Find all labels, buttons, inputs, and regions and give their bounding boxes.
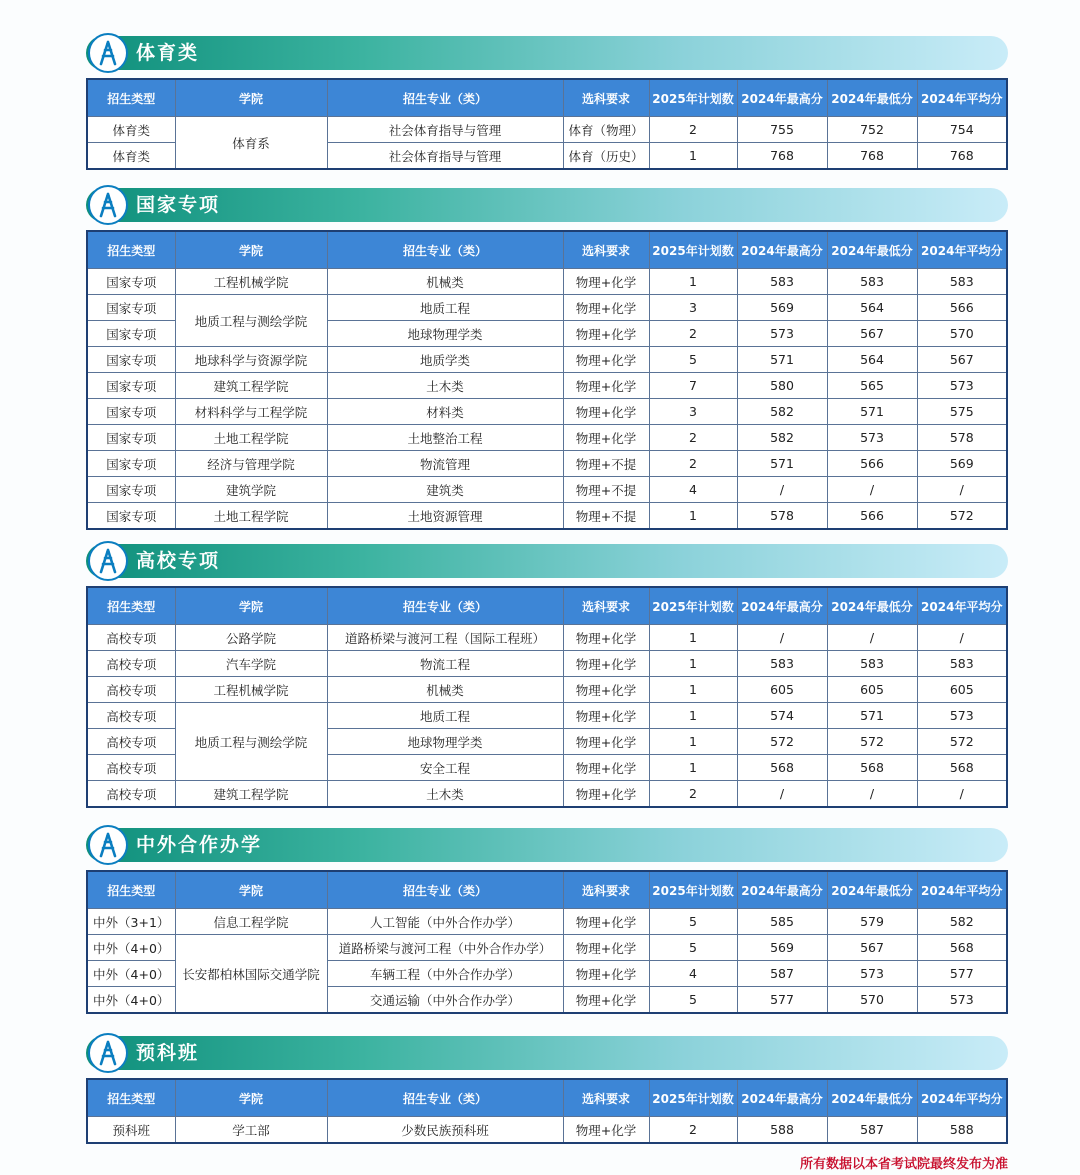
table-cell: 2 xyxy=(649,117,737,143)
table-cell: 高校专项 xyxy=(87,755,175,781)
table-row xyxy=(87,935,1007,961)
section-sino-foreign xyxy=(86,828,1008,1014)
table-cell: 高校专项 xyxy=(87,729,175,755)
section-banner xyxy=(86,1036,1008,1070)
column-header: 学院 xyxy=(175,1079,327,1117)
table-cell: 土木类 xyxy=(327,373,563,399)
table-cell: 605 xyxy=(917,677,1007,703)
column-header: 2025年计划数 xyxy=(649,231,737,269)
table-cell: 1 xyxy=(649,677,737,703)
table-cell: / xyxy=(827,625,917,651)
table-cell: 建筑学院 xyxy=(175,477,327,503)
table-cell: 体育类 xyxy=(87,143,175,170)
table-cell: 587 xyxy=(737,961,827,987)
table-cell: 5 xyxy=(649,909,737,935)
data-table xyxy=(86,1078,1008,1144)
table-cell: 568 xyxy=(827,755,917,781)
column-header: 招生类型 xyxy=(87,587,175,625)
table-cell: 地球物理学类 xyxy=(327,729,563,755)
table-cell: 物理+化学 xyxy=(563,703,649,729)
table-cell: 585 xyxy=(737,909,827,935)
table-cell: 583 xyxy=(737,651,827,677)
table-cell: 社会体育指导与管理 xyxy=(327,143,563,170)
table-row xyxy=(87,347,1007,373)
table-cell: 物理+化学 xyxy=(563,651,649,677)
table-cell: 物流管理 xyxy=(327,451,563,477)
data-table xyxy=(86,230,1008,530)
table-cell: 582 xyxy=(737,399,827,425)
column-header: 选科要求 xyxy=(563,79,649,117)
table-cell: 地质工程 xyxy=(327,703,563,729)
table-cell: 582 xyxy=(737,425,827,451)
section-banner xyxy=(86,36,1008,70)
table-cell: 768 xyxy=(917,143,1007,170)
table-cell: 579 xyxy=(827,909,917,935)
table-cell: 物理+不提 xyxy=(563,477,649,503)
table-cell: 物理+化学 xyxy=(563,729,649,755)
data-table xyxy=(86,586,1008,808)
table-cell: 571 xyxy=(737,347,827,373)
section-national xyxy=(86,188,1008,530)
table-cell: 物理+化学 xyxy=(563,961,649,987)
table-cell: 566 xyxy=(827,503,917,530)
table-cell: 材料科学与工程学院 xyxy=(175,399,327,425)
table-cell: 568 xyxy=(737,755,827,781)
column-header: 招生专业（类） xyxy=(327,1079,563,1117)
section-title: 中外合作办学 xyxy=(136,834,263,856)
table-cell: 2 xyxy=(649,1117,737,1144)
table-cell: 地质学类 xyxy=(327,347,563,373)
table-cell: 768 xyxy=(827,143,917,170)
table-cell: 道路桥梁与渡河工程（中外合作办学） xyxy=(327,935,563,961)
table-cell: 物理+化学 xyxy=(563,677,649,703)
table-cell: 地球物理学类 xyxy=(327,321,563,347)
table-cell: 580 xyxy=(737,373,827,399)
table-cell: 1 xyxy=(649,625,737,651)
table-cell: 国家专项 xyxy=(87,321,175,347)
table-cell: 物理+化学 xyxy=(563,625,649,651)
table-cell: / xyxy=(737,781,827,808)
section-banner xyxy=(86,188,1008,222)
table-cell: / xyxy=(917,781,1007,808)
table-cell: 573 xyxy=(737,321,827,347)
table-cell: 583 xyxy=(827,651,917,677)
data-table xyxy=(86,870,1008,1014)
table-cell: 4 xyxy=(649,961,737,987)
column-header: 2024年最低分 xyxy=(827,231,917,269)
university-logo-icon xyxy=(88,1033,128,1073)
table-cell: 2 xyxy=(649,451,737,477)
table-row xyxy=(87,503,1007,530)
column-header: 2024年最低分 xyxy=(827,79,917,117)
table-cell: 公路学院 xyxy=(175,625,327,651)
column-header: 选科要求 xyxy=(563,587,649,625)
table-cell: 建筑工程学院 xyxy=(175,373,327,399)
table-cell: 1 xyxy=(649,703,737,729)
table-cell: 583 xyxy=(917,269,1007,295)
table-cell: 机械类 xyxy=(327,269,563,295)
table-cell: 高校专项 xyxy=(87,703,175,729)
table-cell: 577 xyxy=(737,987,827,1014)
table-cell: 高校专项 xyxy=(87,651,175,677)
table-cell: 信息工程学院 xyxy=(175,909,327,935)
column-header: 学院 xyxy=(175,231,327,269)
table-cell: 材料类 xyxy=(327,399,563,425)
table-cell: 5 xyxy=(649,987,737,1014)
column-header: 2025年计划数 xyxy=(649,1079,737,1117)
table-row xyxy=(87,1117,1007,1144)
table-cell: 国家专项 xyxy=(87,295,175,321)
table-cell: 1 xyxy=(649,755,737,781)
table-cell: 2 xyxy=(649,781,737,808)
table-cell: 588 xyxy=(917,1117,1007,1144)
table-cell: 569 xyxy=(737,295,827,321)
table-cell: 地球科学与资源学院 xyxy=(175,347,327,373)
table-cell: 568 xyxy=(917,755,1007,781)
column-header: 选科要求 xyxy=(563,1079,649,1117)
table-cell: 建筑类 xyxy=(327,477,563,503)
table-cell: 高校专项 xyxy=(87,625,175,651)
table-cell: 572 xyxy=(827,729,917,755)
table-cell: 565 xyxy=(827,373,917,399)
table-cell: 中外（4+0） xyxy=(87,935,175,961)
table-cell: 物理+化学 xyxy=(563,755,649,781)
table-cell: 3 xyxy=(649,399,737,425)
column-header: 2024年平均分 xyxy=(917,231,1007,269)
table-cell: 754 xyxy=(917,117,1007,143)
table-cell: 国家专项 xyxy=(87,425,175,451)
column-header: 选科要求 xyxy=(563,231,649,269)
table-cell: 物理+化学 xyxy=(563,1117,649,1144)
table-cell: 564 xyxy=(827,295,917,321)
column-header: 招生类型 xyxy=(87,1079,175,1117)
table-cell: 物理+化学 xyxy=(563,781,649,808)
table-cell: / xyxy=(737,477,827,503)
table-cell: 土地资源管理 xyxy=(327,503,563,530)
table-cell: 1 xyxy=(649,729,737,755)
header-row xyxy=(87,587,1007,625)
table-cell: 道路桥梁与渡河工程（国际工程班） xyxy=(327,625,563,651)
column-header: 招生类型 xyxy=(87,871,175,909)
table-cell: / xyxy=(917,625,1007,651)
table-row xyxy=(87,781,1007,808)
table-cell: / xyxy=(737,625,827,651)
table-cell: 预科班 xyxy=(87,1117,175,1144)
table-cell: 经济与管理学院 xyxy=(175,451,327,477)
table-cell: 车辆工程（中外合作办学） xyxy=(327,961,563,987)
footnote: 所有数据以本省考试院最终发布为准 xyxy=(799,1157,1008,1172)
header-row xyxy=(87,1079,1007,1117)
table-row xyxy=(87,909,1007,935)
section-title: 预科班 xyxy=(136,1042,200,1064)
section-title: 高校专项 xyxy=(136,550,221,572)
table-cell: 物理+化学 xyxy=(563,425,649,451)
table-cell: 少数民族预科班 xyxy=(327,1117,563,1144)
table-cell: 582 xyxy=(917,909,1007,935)
column-header: 2024年平均分 xyxy=(917,1079,1007,1117)
column-header: 2024年最高分 xyxy=(737,587,827,625)
table-cell: 570 xyxy=(917,321,1007,347)
table-row xyxy=(87,677,1007,703)
column-header: 2024年最低分 xyxy=(827,587,917,625)
table-row xyxy=(87,373,1007,399)
table-cell: 土地工程学院 xyxy=(175,503,327,530)
table-cell: 571 xyxy=(737,451,827,477)
table-cell: 573 xyxy=(827,961,917,987)
table-cell: 573 xyxy=(827,425,917,451)
table-cell: 2 xyxy=(649,425,737,451)
table-cell: 5 xyxy=(649,347,737,373)
table-cell: 建筑工程学院 xyxy=(175,781,327,808)
university-logo-icon xyxy=(88,825,128,865)
table-row xyxy=(87,703,1007,729)
table-cell: 土地工程学院 xyxy=(175,425,327,451)
table-cell: 575 xyxy=(917,399,1007,425)
table-cell: 国家专项 xyxy=(87,451,175,477)
column-header: 2024年最低分 xyxy=(827,1079,917,1117)
table-cell: 社会体育指导与管理 xyxy=(327,117,563,143)
column-header: 2024年平均分 xyxy=(917,871,1007,909)
column-header: 招生类型 xyxy=(87,231,175,269)
section-banner xyxy=(86,828,1008,862)
table-cell: 605 xyxy=(827,677,917,703)
table-cell: 物理+不提 xyxy=(563,503,649,530)
table-cell: 机械类 xyxy=(327,677,563,703)
table-cell: 571 xyxy=(827,399,917,425)
table-cell: 574 xyxy=(737,703,827,729)
column-header: 学院 xyxy=(175,79,327,117)
table-cell: 汽车学院 xyxy=(175,651,327,677)
table-cell: 安全工程 xyxy=(327,755,563,781)
column-header: 招生专业（类） xyxy=(327,871,563,909)
table-cell: 570 xyxy=(827,987,917,1014)
table-cell: 755 xyxy=(737,117,827,143)
column-header: 招生专业（类） xyxy=(327,79,563,117)
table-cell: 交通运输（中外合作办学） xyxy=(327,987,563,1014)
table-cell: 物理+化学 xyxy=(563,347,649,373)
table-cell: 物理+化学 xyxy=(563,269,649,295)
university-logo-icon xyxy=(88,33,128,73)
table-cell: 地质工程与测绘学院 xyxy=(175,295,327,347)
table-cell: 物理+化学 xyxy=(563,321,649,347)
table-cell: 高校专项 xyxy=(87,677,175,703)
table-row xyxy=(87,451,1007,477)
table-cell: 588 xyxy=(737,1117,827,1144)
table-cell: 578 xyxy=(737,503,827,530)
table-cell: 土地整治工程 xyxy=(327,425,563,451)
table-cell: 1 xyxy=(649,651,737,677)
table-cell: 国家专项 xyxy=(87,269,175,295)
table-cell: 572 xyxy=(917,729,1007,755)
table-cell: 国家专项 xyxy=(87,477,175,503)
table-cell: 体育（物理） xyxy=(563,117,649,143)
table-cell: 国家专项 xyxy=(87,347,175,373)
table-cell: 物理+化学 xyxy=(563,935,649,961)
table-cell: 569 xyxy=(737,935,827,961)
table-cell: 工程机械学院 xyxy=(175,269,327,295)
column-header: 选科要求 xyxy=(563,871,649,909)
table-cell: 中外（4+0） xyxy=(87,987,175,1014)
table-row xyxy=(87,425,1007,451)
column-header: 2025年计划数 xyxy=(649,871,737,909)
header-row xyxy=(87,231,1007,269)
table-cell: 568 xyxy=(917,935,1007,961)
table-cell: 国家专项 xyxy=(87,373,175,399)
table-cell: 3 xyxy=(649,295,737,321)
table-cell: 物理+化学 xyxy=(563,295,649,321)
table-cell: 高校专项 xyxy=(87,781,175,808)
table-cell: / xyxy=(827,781,917,808)
column-header: 学院 xyxy=(175,871,327,909)
table-cell: 物理+不提 xyxy=(563,451,649,477)
table-cell: 长安都柏林国际交通学院 xyxy=(175,935,327,1014)
column-header: 2024年最高分 xyxy=(737,79,827,117)
table-cell: 物理+化学 xyxy=(563,373,649,399)
header-row xyxy=(87,79,1007,117)
table-cell: 573 xyxy=(917,703,1007,729)
data-table xyxy=(86,78,1008,170)
table-cell: 569 xyxy=(917,451,1007,477)
table-cell: 中外（4+0） xyxy=(87,961,175,987)
table-cell: 中外（3+1） xyxy=(87,909,175,935)
table-cell: 768 xyxy=(737,143,827,170)
table-cell: 地质工程 xyxy=(327,295,563,321)
column-header: 2024年平均分 xyxy=(917,79,1007,117)
table-cell: 573 xyxy=(917,373,1007,399)
table-row xyxy=(87,269,1007,295)
column-header: 2024年最高分 xyxy=(737,231,827,269)
section-college xyxy=(86,544,1008,808)
table-cell: 2 xyxy=(649,321,737,347)
table-cell: 587 xyxy=(827,1117,917,1144)
header-row xyxy=(87,871,1007,909)
column-header: 2025年计划数 xyxy=(649,587,737,625)
table-row xyxy=(87,477,1007,503)
table-cell: / xyxy=(827,477,917,503)
section-title: 体育类 xyxy=(136,42,200,64)
table-cell: 工程机械学院 xyxy=(175,677,327,703)
column-header: 招生专业（类） xyxy=(327,587,563,625)
table-cell: 国家专项 xyxy=(87,503,175,530)
table-cell: 571 xyxy=(827,703,917,729)
table-cell: 体育（历史） xyxy=(563,143,649,170)
table-cell: 7 xyxy=(649,373,737,399)
table-cell: 国家专项 xyxy=(87,399,175,425)
table-cell: / xyxy=(917,477,1007,503)
section-preparatory xyxy=(86,1036,1008,1144)
table-cell: 体育类 xyxy=(87,117,175,143)
table-cell: 物理+化学 xyxy=(563,987,649,1014)
table-row xyxy=(87,625,1007,651)
section-banner xyxy=(86,544,1008,578)
table-cell: 566 xyxy=(827,451,917,477)
table-cell: 1 xyxy=(649,503,737,530)
table-cell: 地质工程与测绘学院 xyxy=(175,703,327,781)
table-cell: 572 xyxy=(917,503,1007,530)
table-row xyxy=(87,117,1007,143)
table-cell: 566 xyxy=(917,295,1007,321)
column-header: 2024年最高分 xyxy=(737,1079,827,1117)
table-cell: 1 xyxy=(649,269,737,295)
table-cell: 583 xyxy=(917,651,1007,677)
table-cell: 物流工程 xyxy=(327,651,563,677)
table-cell: 572 xyxy=(737,729,827,755)
table-cell: 578 xyxy=(917,425,1007,451)
table-cell: 物理+化学 xyxy=(563,399,649,425)
table-cell: 583 xyxy=(827,269,917,295)
table-cell: 物理+化学 xyxy=(563,909,649,935)
table-cell: 577 xyxy=(917,961,1007,987)
table-cell: 564 xyxy=(827,347,917,373)
table-cell: 4 xyxy=(649,477,737,503)
table-row xyxy=(87,651,1007,677)
table-cell: 605 xyxy=(737,677,827,703)
column-header: 学院 xyxy=(175,587,327,625)
table-row xyxy=(87,295,1007,321)
column-header: 2025年计划数 xyxy=(649,79,737,117)
table-cell: 土木类 xyxy=(327,781,563,808)
table-cell: 567 xyxy=(917,347,1007,373)
section-sports xyxy=(86,36,1008,170)
column-header: 招生类型 xyxy=(87,79,175,117)
table-cell: 体育系 xyxy=(175,117,327,170)
table-cell: 5 xyxy=(649,935,737,961)
university-logo-icon xyxy=(88,541,128,581)
table-cell: 学工部 xyxy=(175,1117,327,1144)
table-cell: 567 xyxy=(827,321,917,347)
column-header: 2024年最低分 xyxy=(827,871,917,909)
column-header: 招生专业（类） xyxy=(327,231,563,269)
table-cell: 人工智能（中外合作办学） xyxy=(327,909,563,935)
column-header: 2024年最高分 xyxy=(737,871,827,909)
table-cell: 567 xyxy=(827,935,917,961)
table-cell: 573 xyxy=(917,987,1007,1014)
university-logo-icon xyxy=(88,185,128,225)
table-cell: 752 xyxy=(827,117,917,143)
section-title: 国家专项 xyxy=(136,194,221,216)
table-row xyxy=(87,399,1007,425)
column-header: 2024年平均分 xyxy=(917,587,1007,625)
table-cell: 583 xyxy=(737,269,827,295)
table-cell: 1 xyxy=(649,143,737,170)
